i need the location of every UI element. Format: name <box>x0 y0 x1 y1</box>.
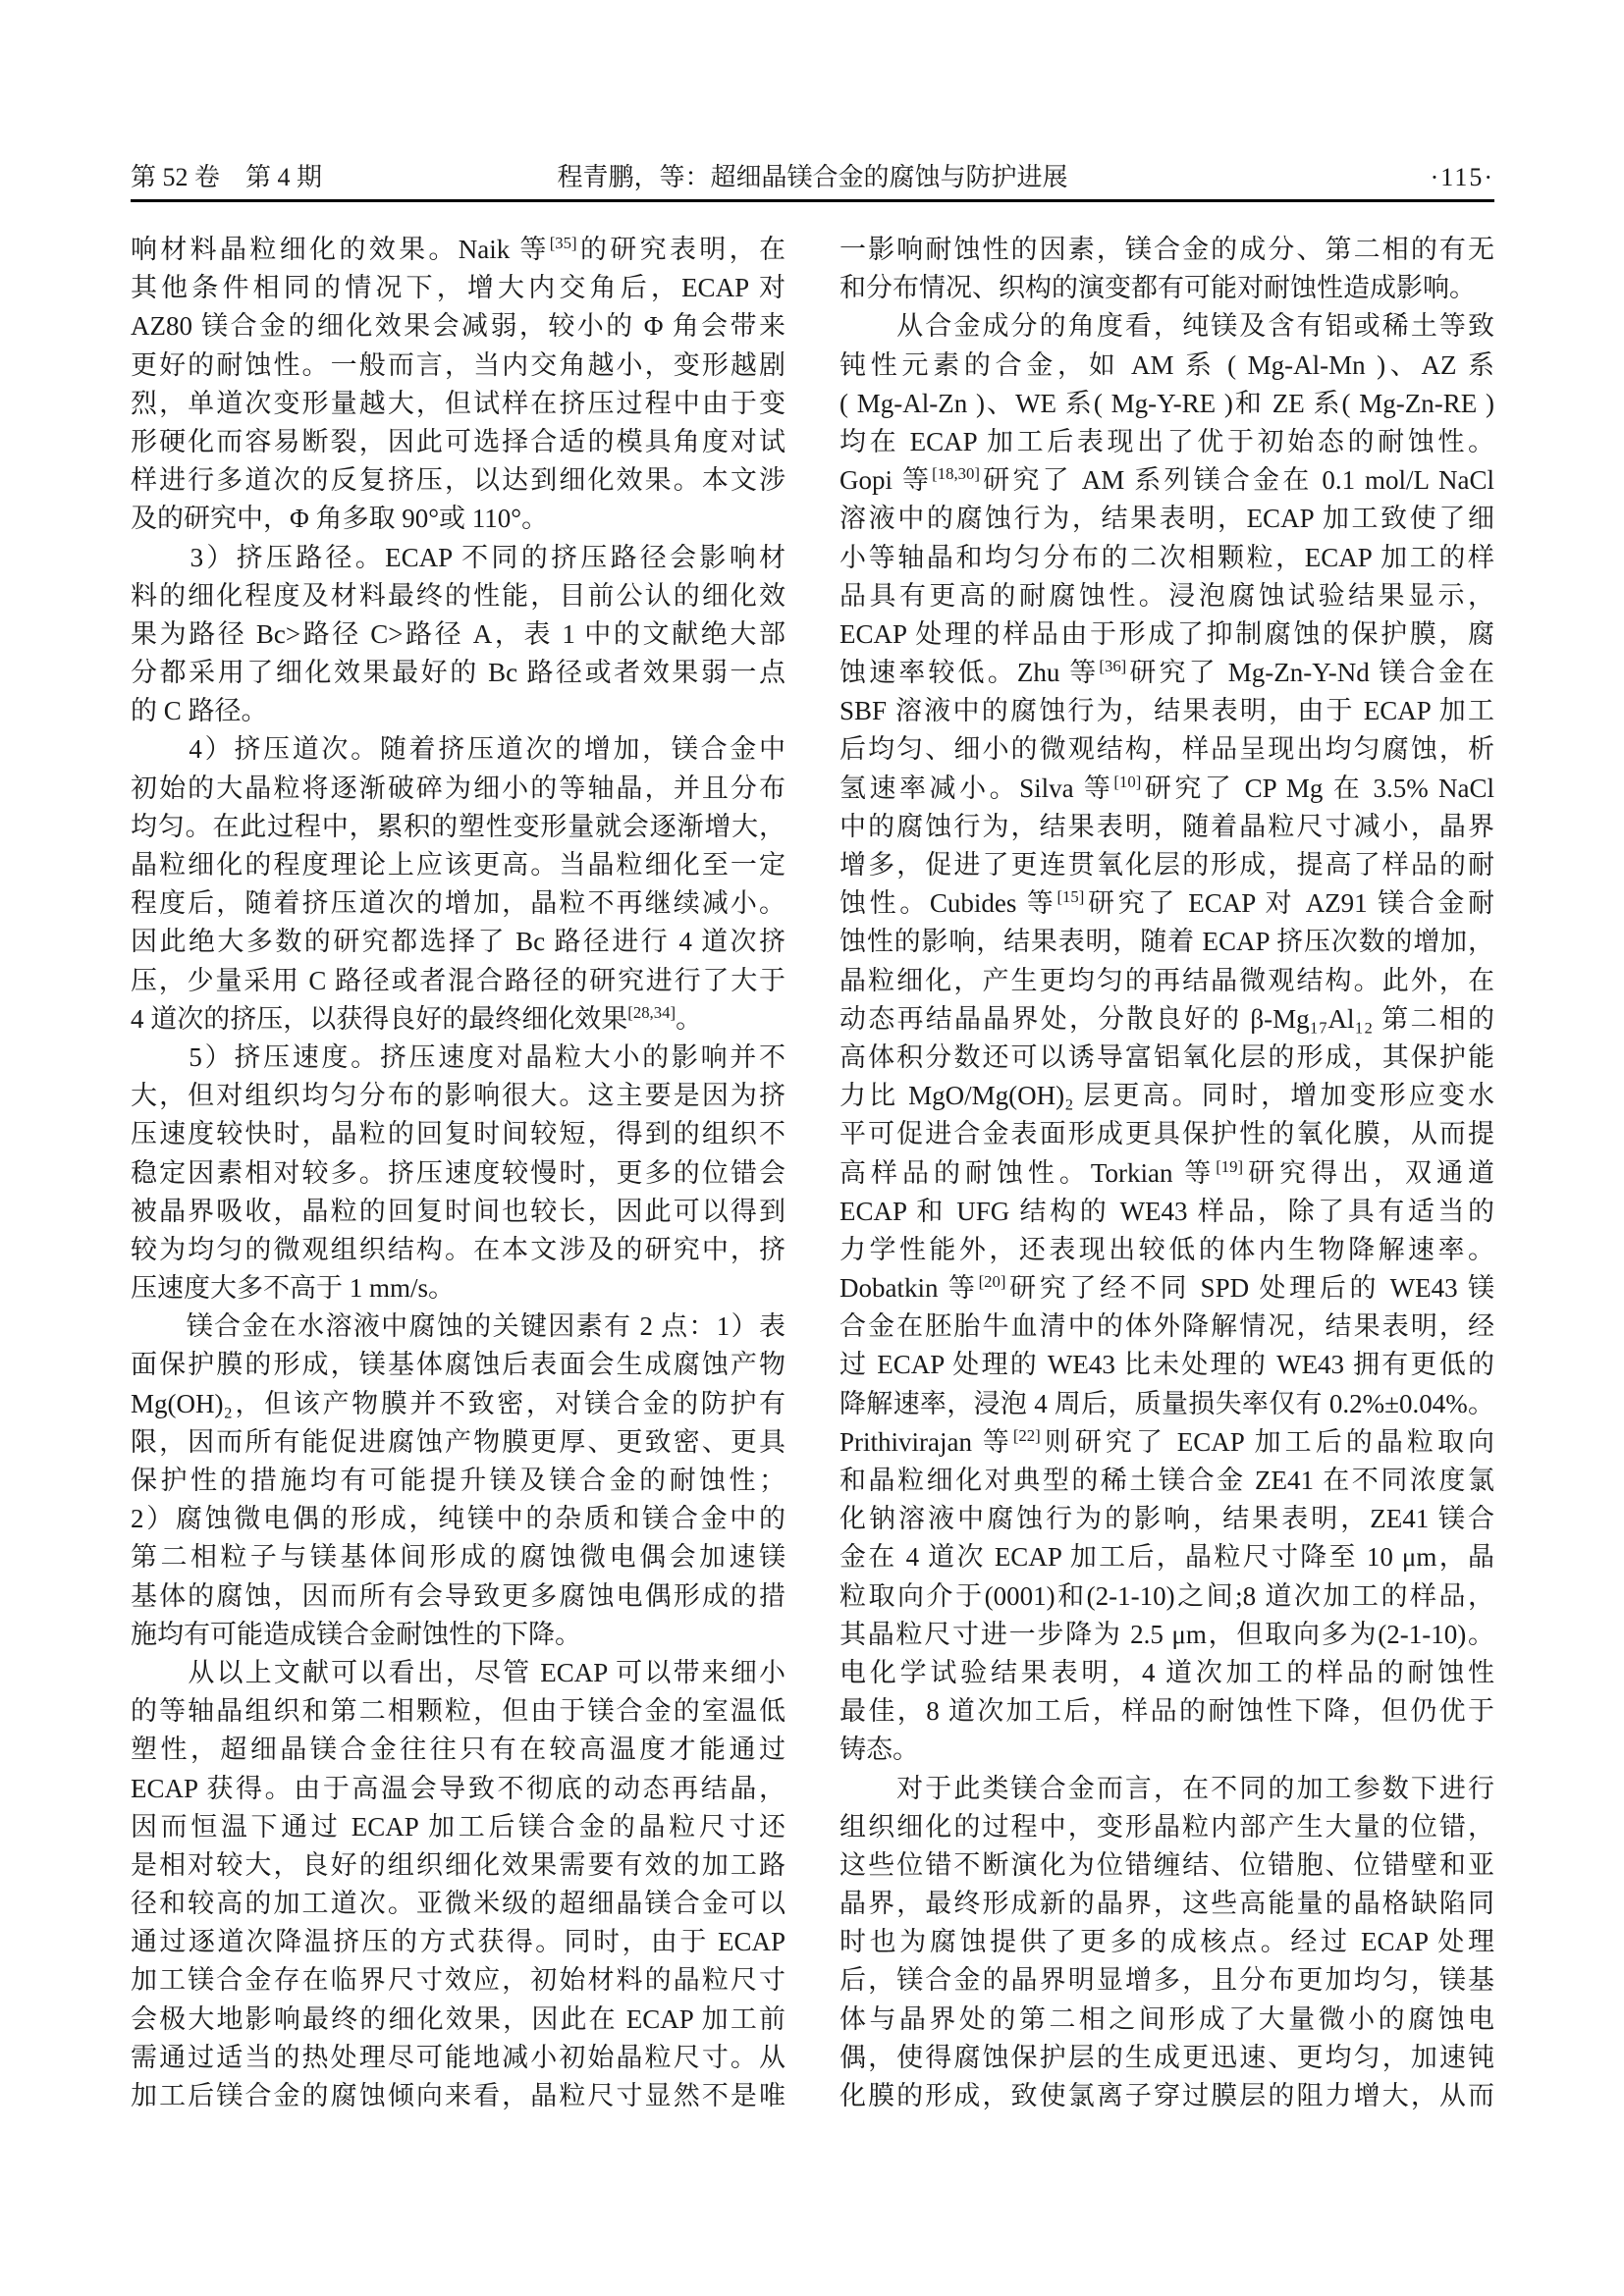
text-line: 果为路径 Bc>路径 C>路径 A，表 1 中的文献绝大部 <box>131 618 785 649</box>
text-line: 组织细化的过程中，变形晶粒内部产生大量的位错， <box>839 1811 1494 1842</box>
text-line: 最佳，8 道次加工后，样品的耐蚀性下降，但仍优于 <box>839 1696 1494 1727</box>
text-line: ECAP 和 UFG 结构的 WE43 样品，除了具有适当的 <box>839 1196 1494 1226</box>
text-line: 样进行多道次的反复挤压，以达到细化效果。本文涉 <box>131 465 785 496</box>
text-line: 塑性，超细晶镁合金往往只有在较高温度才能通过 <box>131 1735 785 1765</box>
header-article-title: 程青鹏，等：超细晶镁合金的腐蚀与防护进展 <box>557 163 1068 191</box>
text-line: 较为均匀的微观组织结构。在本文涉及的研究中，挤 <box>131 1234 785 1264</box>
text-line: 其他条件相同的情况下，增大内交角后，ECAP 对 <box>131 273 785 303</box>
text-line: 电化学试验结果表明，4 道次加工的样品的耐蚀性 <box>839 1657 1494 1687</box>
text-line: 和晶粒细化对典型的稀土镁合金 ZE41 在不同浓度氯 <box>839 1466 1494 1495</box>
text-line: 压，少量采用 C 路径或者混合路径的研究进行了大于 <box>131 965 785 995</box>
text-line: 因此绝大多数的研究都选择了 Bc 路径进行 4 道次挤 <box>131 927 785 957</box>
text-line: 晶界，最终形成新的晶界，这些高能量的晶格缺陷同 <box>839 1889 1494 1919</box>
text-line: 一影响耐蚀性的因素，镁合金的成分、第二相的有无 <box>839 235 1494 264</box>
text-line: 加工后镁合金的腐蚀倾向来看，晶粒尺寸显然不是唯 <box>131 2081 785 2110</box>
text-line: 及的研究中，Φ 角多取 90°或 110°。 <box>131 504 549 534</box>
text-line: 径和较高的加工道次。亚微米级的超细晶镁合金可以 <box>131 1889 785 1919</box>
text-line: Mg(OH)₂，但该产物膜并不致密，对镁合金的防护有 <box>131 1388 785 1418</box>
text-line: 钝性元素的合金，如 AM 系 ( Mg-Al-Mn )、AZ 系 <box>839 349 1494 380</box>
text-line: 施均有可能造成镁合金耐蚀性的下降。 <box>131 1619 581 1649</box>
text-line: 晶粒细化，产生更均匀的再结晶微观结构。此外，在 <box>839 965 1494 995</box>
text-line: Dobatkin 等[20]研究了经不同 SPD 处理后的 WE43 镁 <box>839 1272 1494 1304</box>
text-line: AZ80 镁合金的细化效果会减弱，较小的 Φ 角会带来 <box>131 311 785 342</box>
text-line: 这些位错不断演化为位错缠结、位错胞、位错壁和亚 <box>839 1849 1494 1880</box>
text-line: 时也为腐蚀提供了更多的成核点。经过 ECAP 处理 <box>839 1927 1494 1957</box>
text-line: 晶粒细化的程度理论上应该更高。当晶粒细化至一定 <box>131 850 785 880</box>
text-line: 的等轴晶组织和第二相颗粒，但由于镁合金的室温低 <box>131 1696 785 1727</box>
text-line: 压速度大多不高于 1 mm/s。 <box>131 1273 456 1304</box>
text-line: 形硬化而容易断裂，因此可选择合适的模具角度对试 <box>131 426 785 456</box>
text-line: 过 ECAP 处理的 WE43 比未处理的 WE43 拥有更低的 <box>839 1350 1494 1380</box>
text-line: 合金在胚胎牛血清中的体外降解情况，结果表明，经 <box>839 1311 1494 1342</box>
text-line: 降解速率，浸泡 4 周后，质量损失率仅有 0.2%±0.04%。 <box>839 1388 1494 1418</box>
text-line: 通过逐道次降温挤压的方式获得。同时，由于 ECAP <box>131 1927 785 1957</box>
header-page-number: ·115· <box>1430 163 1494 191</box>
text-line: 压速度较快时，晶粒的回复时间较短，得到的组织不 <box>131 1119 785 1149</box>
text-line: 第二相粒子与镁基体间形成的腐蚀微电偶会加速镁 <box>131 1542 785 1573</box>
text-line: 动态再结晶晶界处，分散良好的 β-Mg₁₇Al₁₂ 第二相的 <box>839 1003 1494 1034</box>
text-line: 小等轴晶和均匀分布的二次相颗粒，ECAP 加工的样 <box>839 542 1494 572</box>
text-line: 后均匀、细小的微观结构，样品呈现出均匀腐蚀，析 <box>839 734 1494 765</box>
text-line: 分都采用了细化效果最好的 Bc 路径或者效果弱一点 <box>131 658 785 688</box>
text-line: 体与晶界处的第二相之间形成了大量微小的腐蚀电 <box>839 2003 1494 2034</box>
text-line: 高样品的耐蚀性。Torkian 等[19]研究得出，双通道 <box>839 1156 1495 1188</box>
text-line: 镁合金在水溶液中腐蚀的关键因素有 2 点：1）表 <box>131 1311 785 1342</box>
text-line: 偶，使得腐蚀保护层的生成更迅速、更均匀，加速钝 <box>839 2042 1494 2072</box>
text-line: 4 道次的挤压，以获得良好的最终细化效果[28,34]。 <box>131 1002 703 1034</box>
text-line: 5）挤压速度。挤压速度对晶粒大小的影响并不 <box>131 1041 785 1072</box>
text-line: 氢速率减小。Silva 等[10]研究了 CP Mg 在 3.5% NaCl <box>839 772 1494 803</box>
text-column-right <box>839 231 1494 2115</box>
text-line: SBF 溶液中的腐蚀行为，结果表明，由于 ECAP 加工 <box>839 696 1494 726</box>
text-line: 蚀性的影响，结果表明，随着 ECAP 挤压次数的增加， <box>839 927 1494 957</box>
text-line: 需通过适当的热处理尽可能地减小初始晶粒尺寸。从 <box>131 2042 785 2072</box>
text-line: 化膜的形成，致使氯离子穿过膜层的阻力增大，从而 <box>839 2081 1494 2110</box>
text-line: 粒取向介于(0001)和(2-1-10)之间;8 道次加工的样品， <box>839 1580 1494 1611</box>
text-line: 基体的腐蚀，因而所有会导致更多腐蚀电偶形成的措 <box>131 1580 785 1611</box>
text-line: 品具有更高的耐腐蚀性。浸泡腐蚀试验结果显示， <box>839 580 1494 611</box>
text-line: 因而恒温下通过 ECAP 加工后镁合金的晶粒尺寸还 <box>131 1811 785 1842</box>
header-volume-issue: 第 52 卷 第 4 期 <box>131 163 323 191</box>
text-line: 4）挤压道次。随着挤压道次的增加，镁合金中 <box>131 734 785 765</box>
text-line: 和分布情况、织构的演变都有可能对耐蚀性造成影响。 <box>839 273 1476 303</box>
text-line: Prithivirajan 等[22]则研究了 ECAP 加工后的晶粒取向 <box>839 1425 1494 1457</box>
text-line: 溶液中的腐蚀行为，结果表明，ECAP 加工致使了细 <box>839 504 1494 534</box>
text-line: ECAP 获得。由于高温会导致不彻底的动态再结晶， <box>131 1773 785 1803</box>
text-line: 蚀速率较低。Zhu 等[36]研究了 Mg-Zn-Y-Nd 镁合金在 <box>839 657 1495 688</box>
text-line: 限，因而所有能促进腐蚀产物膜更厚、更致密、更具 <box>131 1426 785 1457</box>
text-line: ( Mg-Al-Zn )、WE 系( Mg-Y-RE )和 ZE 系( Mg-Zn-RE ) <box>839 388 1494 418</box>
text-line: 响材料晶粒细化的效果。Naik 等[35]的研究表明，在 <box>131 234 785 264</box>
text-line: 更好的耐蚀性。一般而言，当内交角越小，变形越剧 <box>131 349 785 380</box>
text-column-left <box>131 231 785 2115</box>
text-line: 烈，单道次变形量越大，但试样在挤压过程中由于变 <box>131 388 785 418</box>
text-line: 力学性能外，还表现出较低的体内生物降解速率。 <box>839 1234 1494 1264</box>
text-line: 的 C 路径。 <box>131 696 268 726</box>
text-line: 蚀性。Cubides 等[15]研究了 ECAP 对 AZ91 镁合金耐 <box>839 887 1494 919</box>
text-line: 金在 4 道次 ECAP 加工后，晶粒尺寸降至 10 μm，晶 <box>839 1542 1494 1573</box>
text-line: 其晶粒尺寸进一步降为 2.5 μm，但取向多为(2-1-10)。 <box>839 1619 1494 1649</box>
text-line: ECAP 处理的样品由于形成了抑制腐蚀的保护膜，腐 <box>839 618 1494 649</box>
text-line: 加工镁合金存在临界尺寸效应，初始材料的晶粒尺寸 <box>131 1965 785 1996</box>
text-line: 稳定因素相对较多。挤压速度较慢时，更多的位错会 <box>131 1157 785 1188</box>
text-line: 面保护膜的形成，镁基体腐蚀后表面会生成腐蚀产物 <box>131 1350 785 1380</box>
text-line: 大，但对组织均匀分布的影响很大。这主要是因为挤 <box>131 1081 785 1111</box>
text-line: 3）挤压路径。ECAP 不同的挤压路径会影响材 <box>131 542 785 572</box>
running-head <box>131 157 1494 193</box>
text-line: 均在 ECAP 加工后表现出了优于初始态的耐蚀性。 <box>839 426 1494 456</box>
text-line: 初始的大晶粒将逐渐破碎为细小的等轴晶，并且分布 <box>131 773 785 803</box>
text-line: 被晶界吸收，晶粒的回复时间也较长，因此可以得到 <box>131 1196 785 1226</box>
text-line: 增多，促进了更连贯氧化层的形成，提高了样品的耐 <box>839 850 1494 880</box>
text-line: 铸态。 <box>839 1735 919 1765</box>
text-line: 力比 MgO/Mg(OH)₂ 层更高。同时，增加变形应变水 <box>839 1081 1494 1111</box>
text-line: 平可促进合金表面形成更具保护性的氧化膜，从而提 <box>839 1119 1494 1149</box>
text-line: 2）腐蚀微电偶的形成，纯镁中的杂质和镁合金中的 <box>131 1504 785 1534</box>
text-line: 程度后，随着挤压道次的增加，晶粒不再继续减小。 <box>131 888 785 919</box>
text-line: 后，镁合金的晶界明显增多，且分布更加均匀，镁基 <box>839 1965 1494 1996</box>
text-line: 中的腐蚀行为，结果表明，随着晶粒尺寸减小，晶界 <box>839 811 1494 841</box>
text-line: Gopi 等[18,30]研究了 AM 系列镁合金在 0.1 mol/L NaCl <box>839 464 1494 496</box>
text-line: 高体积分数还可以诱导富铝氧化层的形成，其保护能 <box>839 1041 1494 1072</box>
text-line: 保护性的措施均有可能提升镁及镁合金的耐蚀性； <box>131 1466 785 1495</box>
text-line: 从合金成分的角度看，纯镁及含有铝或稀土等致 <box>839 311 1494 342</box>
text-line: 化钠溶液中腐蚀行为的影响，结果表明，ZE41 镁合 <box>839 1504 1495 1534</box>
text-line: 是相对较大，良好的组织细化效果需要有效的加工路 <box>131 1849 785 1880</box>
text-line: 料的细化程度及材料最终的性能，目前公认的细化效 <box>131 580 785 611</box>
text-line: 均匀。在此过程中，累积的塑性变形量就会逐渐增大， <box>131 811 785 841</box>
text-line: 会极大地影响最终的细化效果，因此在 ECAP 加工前 <box>131 2003 785 2034</box>
text-line: 对于此类镁合金而言，在不同的加工参数下进行 <box>839 1773 1494 1803</box>
header-rule <box>131 199 1494 202</box>
text-line: 从以上文献可以看出，尽管 ECAP 可以带来细小 <box>131 1657 785 1687</box>
